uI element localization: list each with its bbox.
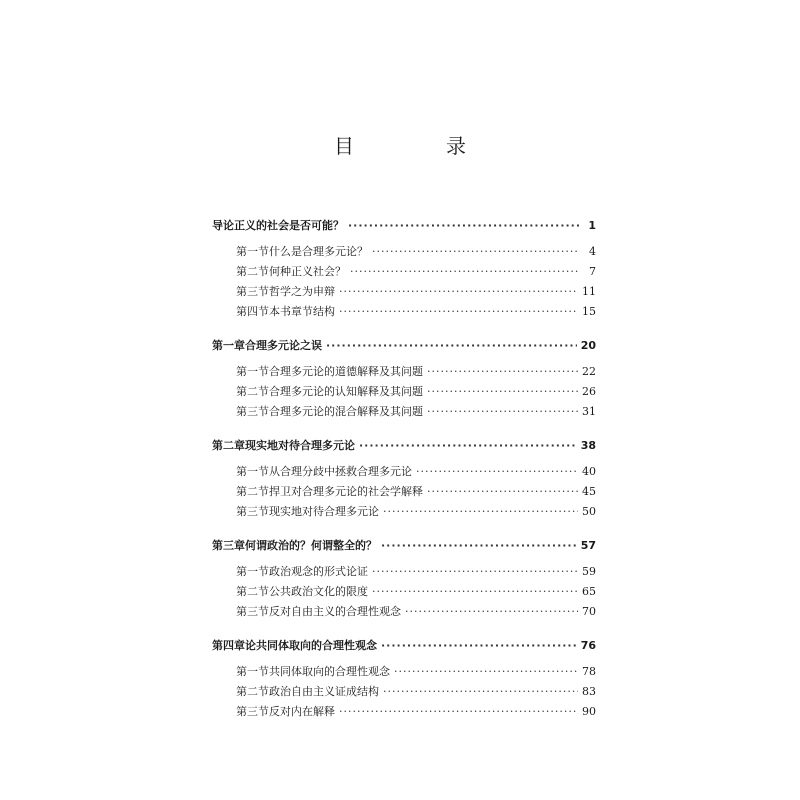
dot-leader: [427, 402, 578, 422]
toc-section-entry-number: 第三节: [236, 705, 269, 718]
toc-chapter-entry[interactable]: [212, 436, 596, 456]
toc-chapter-entry-title: 正义的社会是否可能？: [234, 219, 344, 232]
toc-section-entry-title: 公共政治文化的限度: [269, 585, 368, 598]
toc-section-entry-number: 第一节: [236, 465, 269, 478]
toc-section-entry[interactable]: [212, 242, 596, 262]
toc-chapter: [212, 436, 596, 522]
toc-section-entry-title: 现实地对待合理多元论: [269, 505, 379, 518]
dot-leader: [427, 362, 578, 382]
toc-section-entry-title: 反对自由主义的合理性观念: [269, 605, 401, 618]
toc-section-entry[interactable]: [212, 502, 596, 522]
dot-leader: [372, 242, 580, 262]
toc-section-entry-title: 何种正义社会？: [269, 265, 346, 278]
toc-section-entry-page-number: 50: [582, 505, 596, 518]
toc-section-entry-title: 本书章节结构: [269, 305, 335, 318]
toc-section-entry-number: 第二节: [236, 265, 269, 278]
toc-section-entry[interactable]: [212, 702, 596, 722]
toc-section-entry-title: 共同体取向的合理性观念: [269, 665, 390, 678]
dot-leader: [372, 562, 578, 582]
toc-section-entry-number: 第三节: [236, 285, 269, 298]
dot-leader: [372, 582, 578, 602]
toc-chapter-entry-number: 第四章: [212, 639, 245, 652]
dot-leader: [394, 662, 578, 682]
toc-section-entry[interactable]: [212, 682, 596, 702]
toc-chapter-entry-title: 合理多元论之误: [245, 339, 322, 352]
toc-section-entry-page-number: 83: [582, 685, 596, 698]
toc-section-entry-number: 第三节: [236, 405, 269, 418]
toc-section-entry[interactable]: [212, 482, 596, 502]
toc-section-entry-page-number: 90: [582, 705, 596, 718]
toc-section-entry-page-number: 70: [582, 605, 596, 618]
toc-section-entry-page-number: 7: [589, 265, 596, 278]
dot-leader: [381, 636, 577, 656]
dot-leader: [383, 682, 578, 702]
toc-chapter-entry-number: 第一章: [212, 339, 245, 352]
toc-chapter-entry[interactable]: [212, 536, 596, 556]
toc-section-entry[interactable]: [212, 602, 596, 622]
toc-section-entry-page-number: 11: [582, 285, 596, 298]
toc-chapter-entry-number: 第三章: [212, 539, 245, 552]
dot-leader: [416, 462, 578, 482]
toc-section-entry-page-number: 15: [582, 305, 596, 318]
toc-section-entry-page-number: 40: [582, 465, 596, 478]
toc-section-entry-title: 什么是合理多元论？: [269, 245, 368, 258]
toc-section-entry-number: 第一节: [236, 665, 269, 678]
toc-section-entry-title: 从合理分歧中拯救合理多元论: [269, 465, 412, 478]
toc-section-entry-number: 第四节: [236, 305, 269, 318]
dot-leader: [339, 282, 578, 302]
toc-section-entry-number: 第一节: [236, 365, 269, 378]
toc-section-entry-title: 政治自由主义证成结构: [269, 685, 379, 698]
toc-chapter-entry-title: 论共同体取向的合理性观念: [245, 639, 377, 652]
toc-section-entry[interactable]: [212, 282, 596, 302]
toc-section-entry-number: 第一节: [236, 565, 269, 578]
toc-section-entry-title: 哲学之为申辩: [269, 285, 335, 298]
toc-section-entry-page-number: 26: [582, 385, 596, 398]
toc-section-entry-number: 第三节: [236, 505, 269, 518]
toc-section-entry[interactable]: [212, 462, 596, 482]
toc-section-entry[interactable]: [212, 382, 596, 402]
toc-chapter: [212, 216, 596, 322]
toc-chapter-entry[interactable]: [212, 336, 596, 356]
toc-section-entry-number: 第三节: [236, 605, 269, 618]
toc-chapter: [212, 536, 596, 622]
dot-leader: [339, 702, 578, 722]
toc-section-entry-title: 合理多元论的认知解释及其问题: [269, 385, 423, 398]
toc-section-entry[interactable]: [212, 362, 596, 382]
dot-leader: [383, 502, 578, 522]
toc-chapter-entry-page-number: 38: [580, 439, 596, 452]
toc-chapter-entry-number: 导论: [212, 219, 234, 232]
dot-leader: [326, 336, 577, 356]
toc-section-entry-page-number: 31: [582, 405, 596, 418]
toc-chapter-entry-page-number: 57: [580, 539, 596, 552]
toc-section-entry[interactable]: [212, 562, 596, 582]
toc-section-entry-number: 第二节: [236, 585, 269, 598]
table-of-contents: [212, 216, 596, 736]
toc-section-entry-title: 合理多元论的道德解释及其问题: [269, 365, 423, 378]
dot-leader: [427, 382, 578, 402]
toc-section-entry-page-number: 22: [582, 365, 596, 378]
toc-section-entry-page-number: 65: [582, 585, 596, 598]
toc-chapter: [212, 336, 596, 422]
toc-section-entry[interactable]: [212, 662, 596, 682]
toc-chapter-entry[interactable]: [212, 636, 596, 656]
toc-section-entry-page-number: 4: [589, 245, 596, 258]
dot-leader: [350, 262, 580, 282]
dot-leader: [381, 536, 577, 556]
toc-section-entry-title: 反对内在解释: [269, 705, 335, 718]
toc-chapter-entry-title: 现实地对待合理多元论: [245, 439, 355, 452]
toc-section-entry-page-number: 59: [582, 565, 596, 578]
toc-section-entry[interactable]: [212, 302, 596, 322]
toc-section-entry-number: 第二节: [236, 385, 269, 398]
toc-section-entry-title: 捍卫对合理多元论的社会学解释: [269, 485, 423, 498]
page-title: 目 录: [334, 134, 502, 158]
toc-chapter-entry-number: 第二章: [212, 439, 245, 452]
toc-section-entry[interactable]: [212, 402, 596, 422]
dot-leader: [405, 602, 578, 622]
toc-section-entry-title: 政治观念的形式论证: [269, 565, 368, 578]
toc-section-entry-number: 第一节: [236, 245, 269, 258]
toc-section-entry-page-number: 78: [582, 665, 596, 678]
toc-chapter-entry[interactable]: [212, 216, 596, 236]
dot-leader: [348, 216, 580, 236]
dot-leader: [359, 436, 577, 456]
toc-section-entry-title: 合理多元论的混合解释及其问题: [269, 405, 423, 418]
toc-chapter-entry-page-number: 20: [580, 339, 596, 352]
toc-section-entry-number: 第二节: [236, 485, 269, 498]
toc-section-entry-page-number: 45: [582, 485, 596, 498]
toc-chapter-entry-title: 何谓政治的？何谓整全的？: [245, 539, 377, 552]
dot-leader: [339, 302, 578, 322]
dot-leader: [427, 482, 578, 502]
toc-section-entry-number: 第二节: [236, 685, 269, 698]
toc-chapter: [212, 636, 596, 722]
toc-section-entry[interactable]: [212, 262, 596, 282]
toc-section-entry[interactable]: [212, 582, 596, 602]
toc-chapter-entry-page-number: 1: [588, 219, 596, 232]
toc-chapter-entry-page-number: 76: [580, 639, 596, 652]
